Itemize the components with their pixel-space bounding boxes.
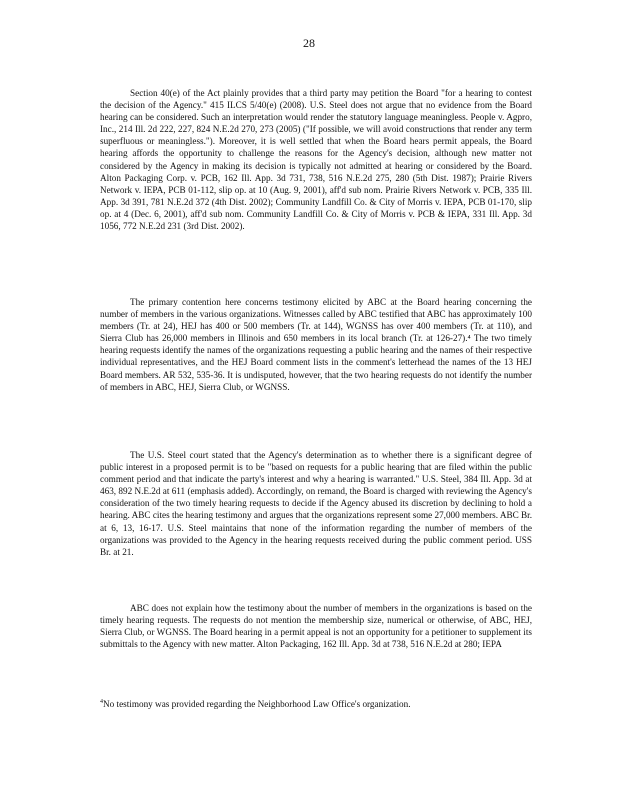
footnote [100, 698, 532, 710]
paragraph-us-steel-court: The U.S. Steel court stated that the Agency's determination as to whether there is a significant degree of public interest in a proposed permit is to be "based on requests for a public hearing that are filed within the public comment period and that indicate the party's interest and why a hearing is warranted." U.S. Steel, 384 Ill. App. 3d at 463, 892 N.E.2d at 611 (emphasis added). Accordingly, on remand, the Board is charged with reviewing the Agency's consideration of the two timely hearing requests to decide if the Agency abused its discretion by declining to hold a hearing. ABC cites the hearing testimony and argues that the organizations represent some 27,000 members. ABC Br. at 6, 13, 16-17. U.S. Steel maintains that none of the information regarding the number of members of the organizations was provided to the Agency in the hearing requests received during the public comment period. USS Br. at 21. [100, 450, 533, 557]
paragraph-section-40e: Section 40(e) of the Act plainly provides that a third party may petition the Board "for a hearing to contest the decision of the Agency." 415 ILCS 5/40(e) (2008). U.S. Steel does not argue that no evidence from the Board hearing can be considered. Such an interpretation would render the statutory language meaningless. People v. Agpro, Inc., 214 Ill. 2d 222, 227, 824 N.E.2d 270, 273 (2005) ("If possible, we will avoid constructions that render any term superfluous or meaningless."). Moreover, it is well settled that when the Board hears permit appeals, the Board hearing affords the opportunity to challenge the reasons for the Agency's decision, although new matter not considered by the Agency in making its decision is typically not admitted at hearing or considered by the Board. Alton Packaging Corp. v. PCB, 162 Ill. App. 3d 731, 738, 516 N.E.2d 275, 280 (5th Dist. 1987); Prairie Rivers Network v. IEPA, PCB 01-112, slip op. at 10 (Aug. 9, 2001), aff'd sub nom. Prairie Rivers Network v. PCB, 335 Ill. App. 3d 391, 781 N.E.2d 372 (4th Dist. 2002); Community Landfill Co. & City of Morris v. IEPA, PCB 01-170, slip op. at 4 (Dec. 6, 2001), aff'd sub nom. Community Landfill Co. & City of Morris v. PCB & IEPA, 331 Ill. App. 3d 1056, 772 N.E.2d 231 (3rd Dist. 2002). [100, 88, 532, 232]
footnote-marker: 4 [100, 698, 103, 705]
page-number: 28 [303, 36, 315, 50]
paragraph-abc-explanation: ABC does not explain how the testimony about the number of members in the organizations is based on the timely hearing requests. The requests do not mention the membership size, numerical or otherwise, of ABC, HEJ, Sierra Club, or WGNSS. The Board hearing in a permit appeal is not an opportunity for a petitioner to supplement its submittals to the Agency with new matter. Alton Packaging, 162 Ill. App. 3d at 738, 516 N.E.2d at 280; IEPA [100, 603, 532, 650]
footnote-text: No testimony was provided regarding the Neighborhood Law Office's organization. [103, 699, 411, 709]
paragraph-primary-contention: The primary contention here concerns testimony elicited by ABC at the Board hearing concerning the number of members in the various organizations. Witnesses called by ABC testified that ABC has approximately 100 members (Tr. at 24), HEJ has 400 or 500 members (Tr. at 144), WGNSS has over 400 members (Tr. at 110), and Sierra Club has 26,000 members in Illinois and 650 members in its local branch (Tr. at 126-27).⁴ The two timely hearing requests identify the names of the organizations requesting a public hearing and the names of their respective individual representatives, and the HEJ Board comment lists in the comment's letterhead the names of the 13 HEJ Board members. AR 532, 535-36. It is undisputed, however, that the two hearing requests do not identify the number of members in ABC, HEJ, Sierra Club, or WGNSS. [100, 297, 532, 392]
